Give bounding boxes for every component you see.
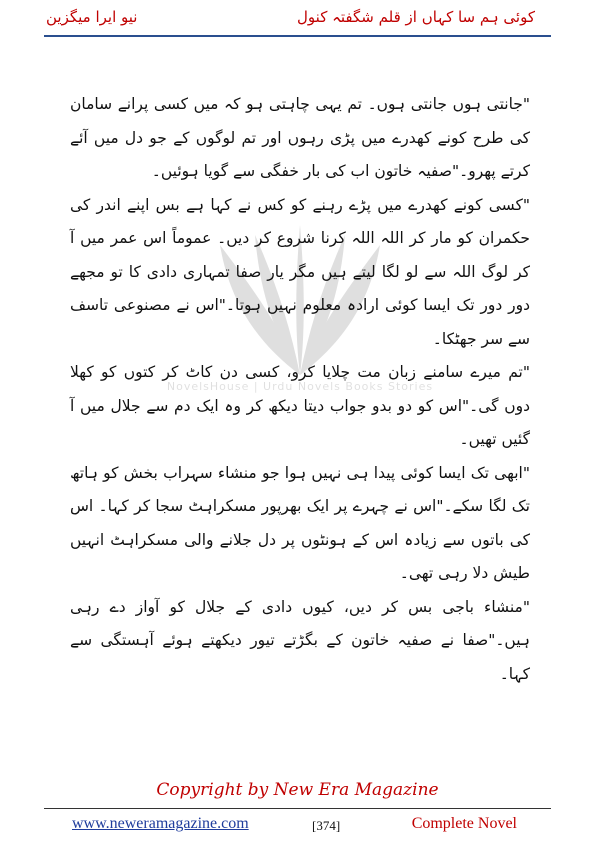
novel-type-label: Complete Novel: [411, 815, 517, 832]
magazine-title: نیو ایرا میگزین: [46, 8, 138, 26]
novel-title: کوئی ہم سا کہاں از قلم شگفتہ کنول: [297, 8, 535, 26]
footer-rule: [44, 808, 551, 809]
paragraph: "کسی کونے کھدرے میں پڑے رہنے کو کس نے کہا ہے بس اپنے اندر کی حکمران کو مار کر اللہ اللہ کرنا شروع کر دیں۔ عموماً اس عمر میں آ کر لوگ اللہ سے لو لگا لیتے ہیں مگر یار صفا تمہاری دادی کا تو مجھے دور دور تک ایسا کوئی ارادہ معلوم نہیں ہوتا۔"اس نے مصنوعی تاسف سے سر جھٹکا۔: [70, 195, 530, 348]
novel-body: [70, 88, 530, 691]
copyright-notice: Copyright by New Era Magazine: [156, 780, 439, 800]
watermark-text: NovelsHouse | Urdu Novels Books Stories: [166, 380, 434, 393]
page-number: [374]: [312, 818, 341, 833]
paragraph: "ابھی تک ایسا کوئی پیدا ہی نہیں ہوا جو منشاء سہراب بخش کو ہاتھ تک لگا سکے۔"اس نے چہرے پر ایک بھرپور مسکراہٹ سجا کر کہا۔ اس کی باتوں سے زیادہ اس کے ہونٹوں پر دل جلانے والی مسکراہٹ انہیں طیش دلا رہی تھی۔: [70, 463, 530, 582]
paragraph: "جانتی ہوں جانتی ہوں۔ تم یہی چاہتی ہو کہ میں کسی پرانے سامان کی طرح کونے کھدرے میں پڑی رہوں اور تم لوگوں کے جو دل میں آئے کرتے پھرو۔"صفیہ خاتون اب کی بار خفگی سے گویا ہوئیں۔: [70, 95, 530, 180]
paragraph: "تم میرے سامنے زبان مت چلایا کرو، کسی دن کاٹ کر کتوں کو کھلا دوں گی۔"اس کو دو بدو جواب دیتا دیکھ کر وہ ایک دم سے جلال میں آ گئیں تھیں۔: [70, 363, 530, 448]
paragraph: "منشاء باجی بس کر دیں، کیوں دادی کے جلال کو آواز دے رہی ہیں۔"صفا نے صفیہ خاتون کے بگڑتے تیور دیکھتے ہوئے آہستگی سے کہا۔: [70, 597, 530, 683]
header-rule: [44, 35, 551, 37]
website-link[interactable]: www.neweramagazine.com: [72, 815, 249, 832]
